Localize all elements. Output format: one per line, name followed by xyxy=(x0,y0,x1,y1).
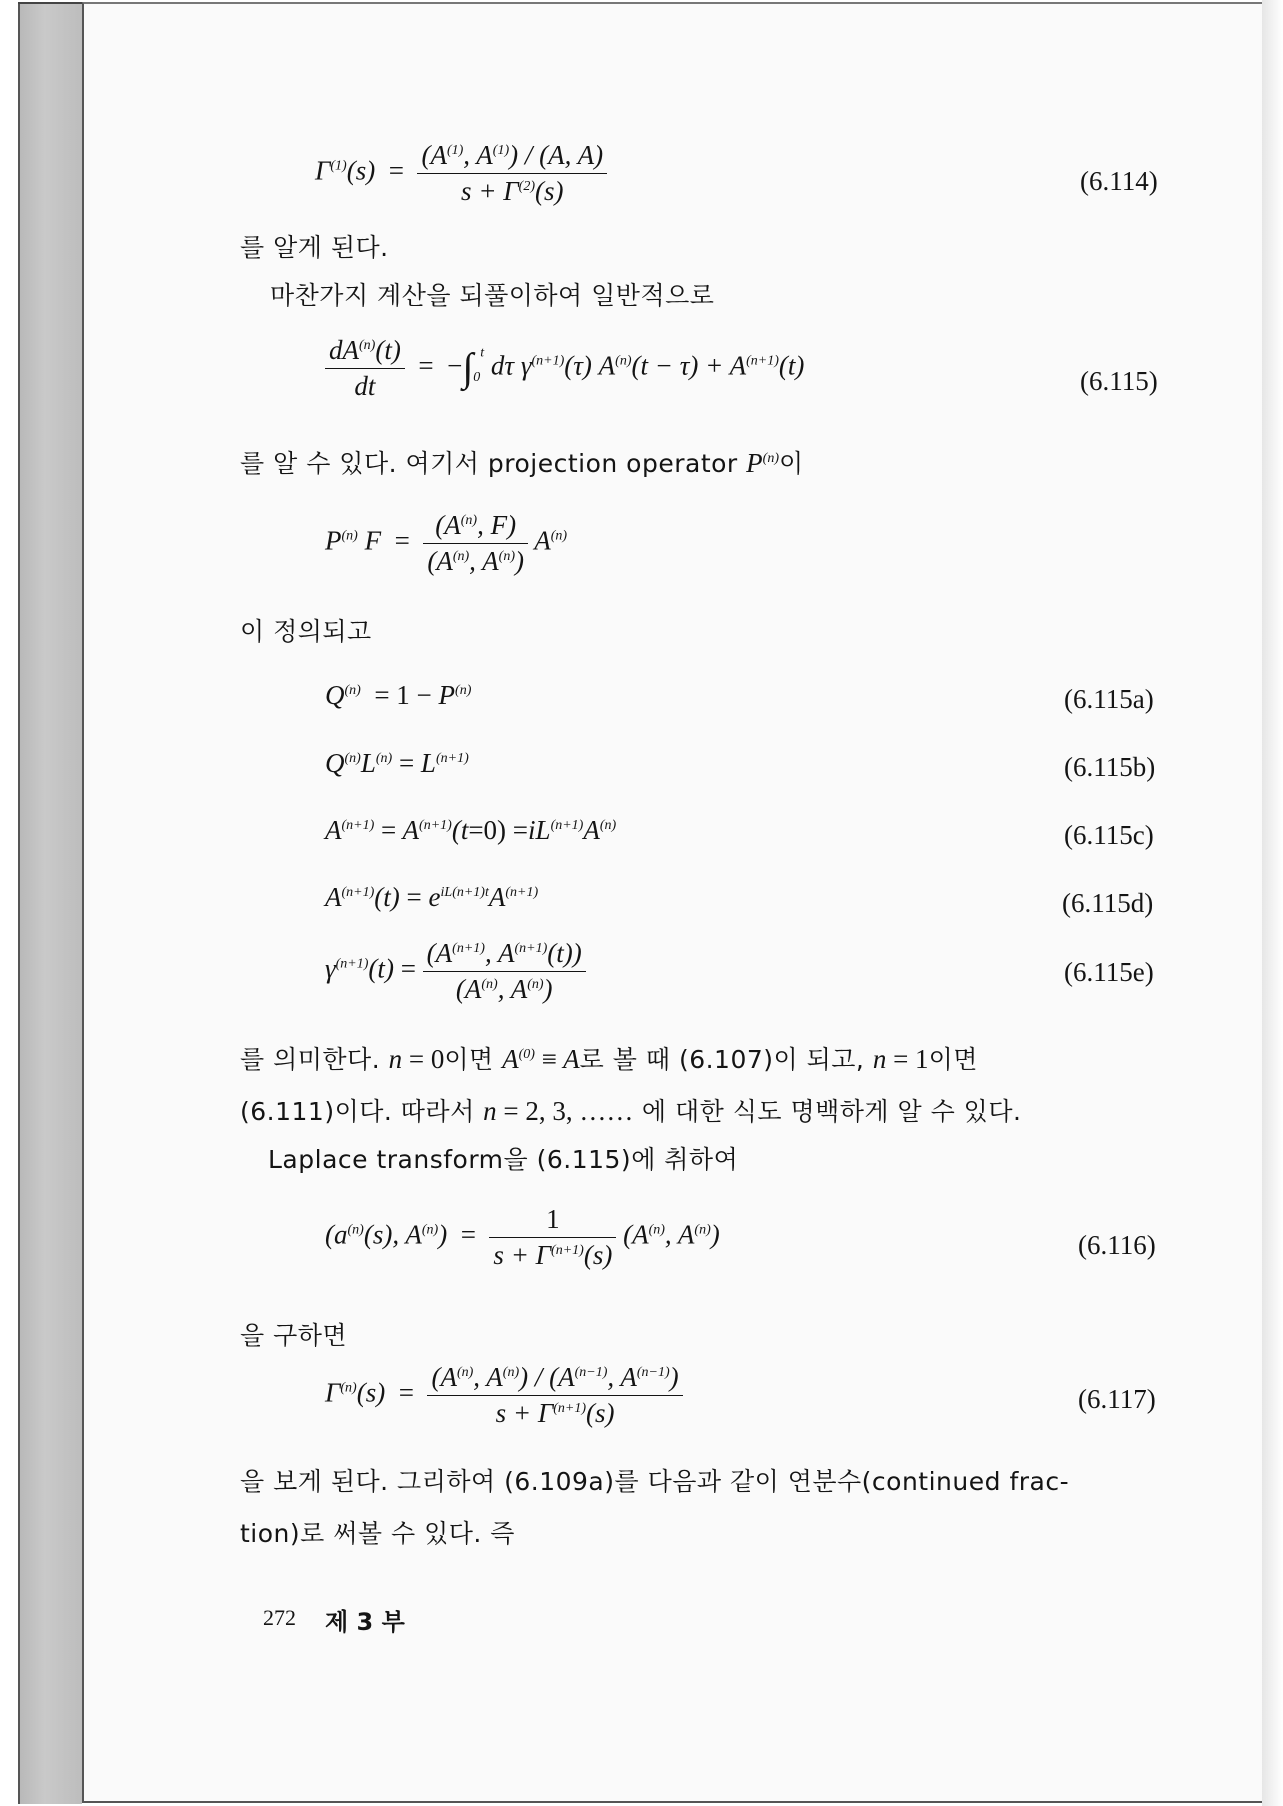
eq-number-6-115d: (6.115d) xyxy=(1062,888,1154,918)
equation-6-117: $\Gamma^{(n)}(s)$ = $\frac{(A^{(n)}, A^{(n)}) / (A^{(n-1)}, A^{(n-1)})}{s + \Gamma^{(n+1)}(s)}$ xyxy=(325,1362,683,1429)
text-line-9: 을 보게 된다. 그리하여 (6.109a)를 다음과 같이 연분수(continued frac- xyxy=(240,1467,1070,1496)
part-label: 제 3 부 xyxy=(325,1608,405,1636)
page-bottom-edge xyxy=(82,1801,1262,1803)
text-line-7: Laplace transform을 (6.115)에 취하여 xyxy=(268,1145,739,1174)
text-line-10: tion)로 써볼 수 있다. 즉 xyxy=(240,1519,515,1548)
text-line-2: 마찬가지 계산을 되풀이하여 일반적으로 xyxy=(270,281,715,310)
eq-number-6-115e: (6.115e) xyxy=(1064,957,1154,987)
eq-number-6-115c: (6.115c) xyxy=(1064,820,1154,850)
math-n-equals-0: n = 0 xyxy=(388,1044,445,1074)
text-line-3-a: 를 알 수 있다. 여기서 projection operator xyxy=(240,449,747,478)
text-line-6-b: 에 대한 식도 명백하게 알 수 있다. xyxy=(633,1097,1022,1126)
eq-number-6-115: (6.115) xyxy=(1080,366,1158,396)
text-line-6-a: (6.111)이다. 따라서 xyxy=(240,1097,484,1126)
text-line-5-b: 이면 xyxy=(444,1045,503,1074)
equation-6-116: ($a^{(n)}(s)$, $A^{(n)}$) = $\frac{1}{s + \Gamma^{(n+1)}(s)}$ ($A^{(n)}$, $A^{(n)}$) xyxy=(325,1204,720,1270)
text-line-5-c: 로 볼 때 (6.107)이 되고, xyxy=(579,1045,873,1074)
equation-6-115e: $\gamma^{(n+1)}(t)$ = $\frac{(A^{(n+1)}, A^{(n+1)}(t))}{(A^{(n)}, A^{(n)})}$ xyxy=(325,938,586,1005)
page-number: 272 xyxy=(263,1605,296,1630)
equation-6-115: $\frac{dA^{(n)}(t)}{dt}$ = $-\int_0^t$ dτ $\gamma^{(n+1)}(\tau) A^{(n)}(t - \tau) + A^{(n+1)}(t)$ xyxy=(325,335,804,402)
spine-edge xyxy=(18,2,84,4)
equation-6-115a: $Q^{(n)} = 1 - P^{(n)}$ xyxy=(325,680,472,710)
equation-6-115d: $A^{(n+1)}(t) = e^{iL(n+1)t}A^{(n+1)}$ xyxy=(325,882,539,912)
text-line-5-a: 를 의미한다. xyxy=(240,1045,389,1074)
text-line-5 xyxy=(240,1040,978,1076)
equation-6-115b: $Q^{(n)}L^{(n)} = L^{(n+1)}$ xyxy=(325,748,469,778)
eq-number-6-116: (6.116) xyxy=(1078,1230,1156,1260)
text-line-6 xyxy=(240,1092,1021,1128)
math-n-equals-list: n = 2, 3, …… xyxy=(483,1096,634,1126)
eq-number-6-114: (6.114) xyxy=(1080,166,1158,196)
book-spine xyxy=(18,2,82,1804)
equation-6-115c: $A^{(n+1)} = A^{(n+1)}(t=0) =iL^{(n+1)}A^{(n)}$ xyxy=(325,815,617,845)
math-n-equals-1: n = 1 xyxy=(872,1044,929,1074)
text-line-1: 를 알게 된다. xyxy=(240,233,389,262)
eq-number-6-117: (6.117) xyxy=(1078,1384,1156,1414)
eq-number-6-115b: (6.115b) xyxy=(1064,752,1156,782)
eq-number-6-115a: (6.115a) xyxy=(1064,684,1154,714)
page-edge-shadow xyxy=(1262,0,1283,1806)
equation-projection-definition: $P^{(n)}$ F = $\frac{(A^{(n)}, F)}{(A^{(n)}, A^{(n)})}$ $A^{(n)}$ xyxy=(325,510,568,576)
operator-P-n: $P^{(n)}$ xyxy=(746,448,779,478)
text-line-4: 이 정의되고 xyxy=(240,617,372,646)
math-A0-equiv-A: $A^{(0)} \equiv A$ xyxy=(502,1044,580,1074)
text-line-5-d: 이면 xyxy=(928,1045,978,1074)
text-line-3-b: 이 xyxy=(778,449,804,478)
equation-6-114: $\Gamma^{(1)}(s)$ = $\frac{(A^{(1)}, A^{(1)}) / (A, A)}{s + \Gamma^{(2)}(s)}$ xyxy=(315,140,607,207)
text-line-8: 을 구하면 xyxy=(240,1321,348,1350)
text-line-3 xyxy=(240,444,804,480)
